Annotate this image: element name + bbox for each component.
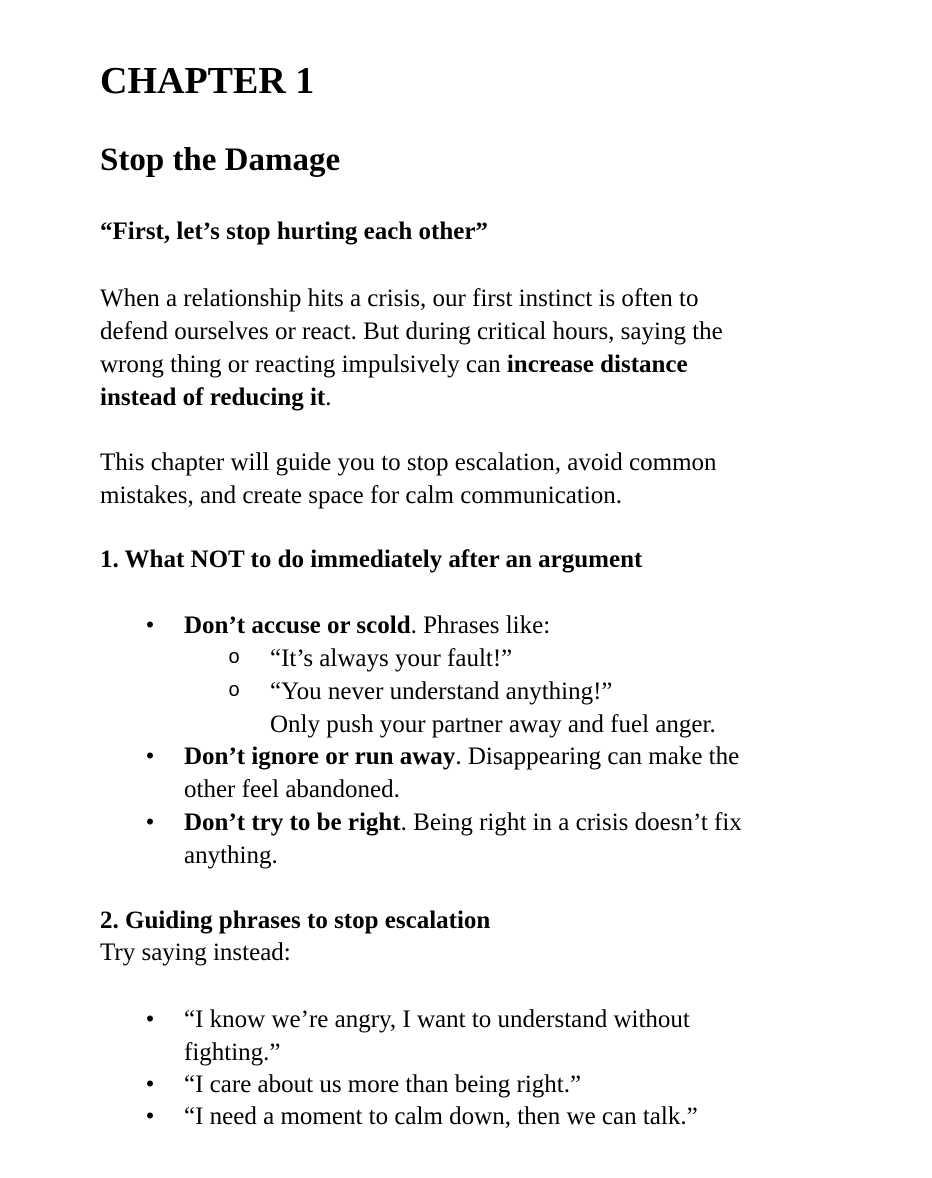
guide-line: mistakes, and create space for calm communication. bbox=[100, 482, 623, 509]
list-item-emphasis: Don’t accuse or scold bbox=[184, 612, 411, 639]
list-item-emphasis: Don’t ignore or run away bbox=[184, 743, 456, 770]
list-item-rest: . Disappearing can make the bbox=[455, 743, 740, 770]
sub-list-after-text: Only push your partner away and fuel anger. bbox=[270, 711, 716, 738]
section2-lead bbox=[100, 936, 840, 969]
list-item-cont-text: fighting.” bbox=[184, 1039, 281, 1066]
intro-emphasis: increase distance bbox=[506, 351, 688, 378]
section1-heading: 1. What NOT to do immediately after an argument bbox=[100, 546, 643, 573]
list-item-text bbox=[184, 609, 550, 642]
intro-emphasis: instead of reducing it bbox=[100, 384, 326, 411]
list-item-text: “I care about us more than being right.” bbox=[184, 1071, 582, 1098]
sub-bullet-marker: o bbox=[228, 679, 240, 701]
bullet-marker: • bbox=[145, 1006, 155, 1033]
bullet-marker: • bbox=[145, 612, 155, 639]
guide-paragraph bbox=[100, 446, 840, 512]
list-item-rest: . Being right in a crisis doesn’t fix bbox=[400, 809, 742, 836]
list-item-text: “I need a moment to calm down, then we can talk.” bbox=[184, 1103, 698, 1130]
section2-lead-text: Try saying instead: bbox=[100, 939, 291, 966]
list-item-cont-text: anything. bbox=[184, 842, 278, 869]
bullet-marker: • bbox=[145, 1103, 155, 1130]
chapter-label: CHAPTER 1 bbox=[100, 60, 315, 102]
bullet-marker: • bbox=[145, 809, 155, 836]
chapter-title: Stop the Damage bbox=[100, 142, 341, 178]
list-item-text bbox=[184, 806, 742, 839]
epigraph: “First, let’s stop hurting each other” bbox=[100, 218, 488, 245]
intro-line-text: . bbox=[325, 384, 332, 411]
bullet-marker: • bbox=[145, 743, 155, 770]
list-item-emphasis: Don’t try to be right bbox=[184, 809, 401, 836]
list-item-cont-text: other feel abandoned. bbox=[184, 776, 400, 803]
list-item-text: “I know we’re angry, I want to understand without bbox=[184, 1006, 690, 1033]
section2-heading: 2. Guiding phrases to stop escalation bbox=[100, 907, 491, 934]
sub-list-item-text: “It’s always your fault!” bbox=[270, 645, 513, 672]
bullet-marker: • bbox=[145, 1071, 155, 1098]
intro-line: defend ourselves or react. But during critical hours, saying the bbox=[100, 318, 723, 345]
intro-line bbox=[100, 348, 840, 381]
intro-line bbox=[100, 381, 840, 414]
intro-paragraph bbox=[100, 282, 840, 414]
list-item-text bbox=[184, 740, 739, 773]
guide-line: This chapter will guide you to stop escalation, avoid common bbox=[100, 449, 717, 476]
intro-line-text: wrong thing or reacting impulsively can bbox=[100, 351, 507, 378]
sub-bullet-marker: o bbox=[228, 646, 240, 668]
list-item-rest: . Phrases like: bbox=[410, 612, 551, 639]
intro-line: When a relationship hits a crisis, our first instinct is often to bbox=[100, 285, 699, 312]
sub-list-item-text: “You never understand anything!” bbox=[270, 678, 613, 705]
